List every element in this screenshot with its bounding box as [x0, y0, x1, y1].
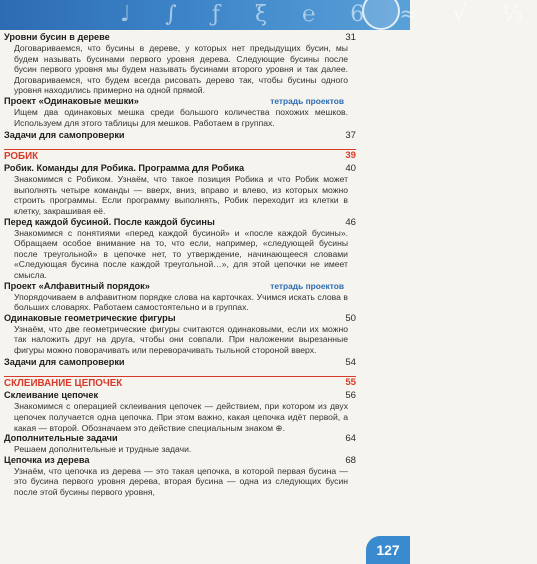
toc-page-number: 64	[345, 433, 356, 445]
section-title: РОБИК	[4, 151, 39, 163]
toc-entry-title: Робик. Команды для Робика. Программа для Робика	[4, 163, 245, 174]
toc-entry-title: Перед каждой бусиной. После каждой бусины	[4, 216, 215, 227]
toc-entry-title: Одинаковые геометрические фигуры	[4, 312, 176, 323]
section-page-number: 39	[345, 150, 356, 162]
toc-entry-title: Проект «Алфавитный порядок»	[4, 280, 150, 291]
toc-entry-description: Знакомимся с операцией склеивания цепочек — действием, при котором из двух цепочек получается одна цепочка. При этом важно, какая цепочка идёт первой, а какая — второй. Обозначаем это действие специальным знаком ⊕.	[14, 401, 348, 433]
toc-page-number: 31	[345, 32, 356, 43]
toc-page-number: 37	[345, 130, 356, 142]
toc-entry	[4, 281, 356, 313]
toc-entry-title: Задачи для самопроверки	[4, 357, 125, 368]
toc-entry-title: Задачи для самопроверки	[4, 130, 125, 141]
toc-entry-description: Узнаём, что цепочка из дерева — это такая цепочка, в которой первая бусина — это бусина первого уровня дерева, вторая бусина — одна из следующих бусин после этой бусины первого уровня,	[14, 465, 348, 498]
toc-entry-description: Знакомимся с Робиком. Узнаём, что такое позиция Робика и что Робик может выполнять четыре команды — вверх, вниз, вправо и влево, из которых можно строить программы. Если программу выполнять, Робик переходит из клетки в клетку, закрашивая её.	[14, 174, 348, 216]
toc-entry	[4, 163, 356, 216]
toc-page-number: 46	[345, 216, 356, 228]
toc-entry	[4, 455, 356, 498]
toc-entry	[4, 357, 356, 368]
toc-entry-description: Решаем дополнительные и трудные задачи.	[14, 444, 192, 455]
toc-page-number: 50	[345, 312, 356, 324]
toc-entry	[4, 96, 356, 128]
toc-entry-description: Ищем два одинаковых мешка среди большого количества похожих мешков. Используем для этого таблицы для мешков. Работаем в группах.	[14, 106, 348, 128]
toc-entry	[4, 130, 356, 141]
header-banner	[0, 0, 537, 30]
toc-entry-description: Знакомимся с понятиями «перед каждой бусиной» и «после каждой бусины». Обращаем особое внимание на то, что если, например, «следующей бусины после треугольной» в цепочке нет, то утверждение, начинающееся словами «Следующая бусина после каждой треугольной…», для этой цепочки не имеет смысла.	[14, 227, 348, 280]
banner-decoration: ♩ ∫ ƒ ξ ℮ 6 ≈ √ ⅓	[120, 2, 537, 27]
toc-page-number: 54	[345, 357, 356, 369]
page-number-tab: 127	[366, 536, 410, 564]
toc-entry	[4, 217, 356, 281]
section-page-number: 55	[345, 377, 356, 389]
toc-entry	[4, 313, 356, 356]
toc-entry-title: Дополнительные задачи	[4, 433, 118, 444]
toc-entry-title: Цепочка из дерева	[4, 454, 90, 465]
toc-entry-title: Склеивание цепочек	[4, 390, 99, 401]
section-title: СКЛЕИВАНИЕ ЦЕПОЧЕК	[4, 378, 123, 390]
section-header	[4, 376, 356, 390]
section-header	[4, 149, 356, 163]
toc-entry	[4, 32, 356, 96]
toc-entry-title: Проект «Одинаковые мешки»	[4, 95, 139, 106]
toc-project-note: тетрадь проектов	[270, 280, 344, 291]
toc-entry-description: Упорядочиваем в алфавитном порядке слова на карточках. Учимся искать слова в больших словарях. Работаем самостоятельно и в группах.	[14, 291, 348, 313]
toc-entry	[4, 390, 356, 433]
table-of-contents	[4, 32, 356, 498]
toc-entry-title: Уровни бусин в дереве	[4, 32, 110, 42]
toc-project-note: тетрадь проектов	[270, 95, 344, 106]
toc-entry-description: Договариваемся, что бусины в дереве, у которых нет предыдущих бусин, мы будем называть бусинами первого уровня дерева. Следующие бусины после бусин первого уровня мы будем называть бусинами второго уровня и так далее. Договариваемся, что будем всегда рисовать дерево так, чтобы бусины одного уровня находились примерно на одной прямой.	[14, 43, 348, 96]
toc-page-number: 40	[345, 163, 356, 175]
toc-entry-description: Узнаём, что две геометрические фигуры считаются одинаковыми, если их можно так наложить друг на друга, чтобы они совпали. При наложении вырезанные фигуры можно поворачивать или переворачивать тыльной стороной вверх.	[14, 323, 348, 355]
toc-page-number: 68	[345, 454, 356, 466]
toc-page-number: 56	[345, 390, 356, 402]
toc-entry	[4, 433, 356, 455]
